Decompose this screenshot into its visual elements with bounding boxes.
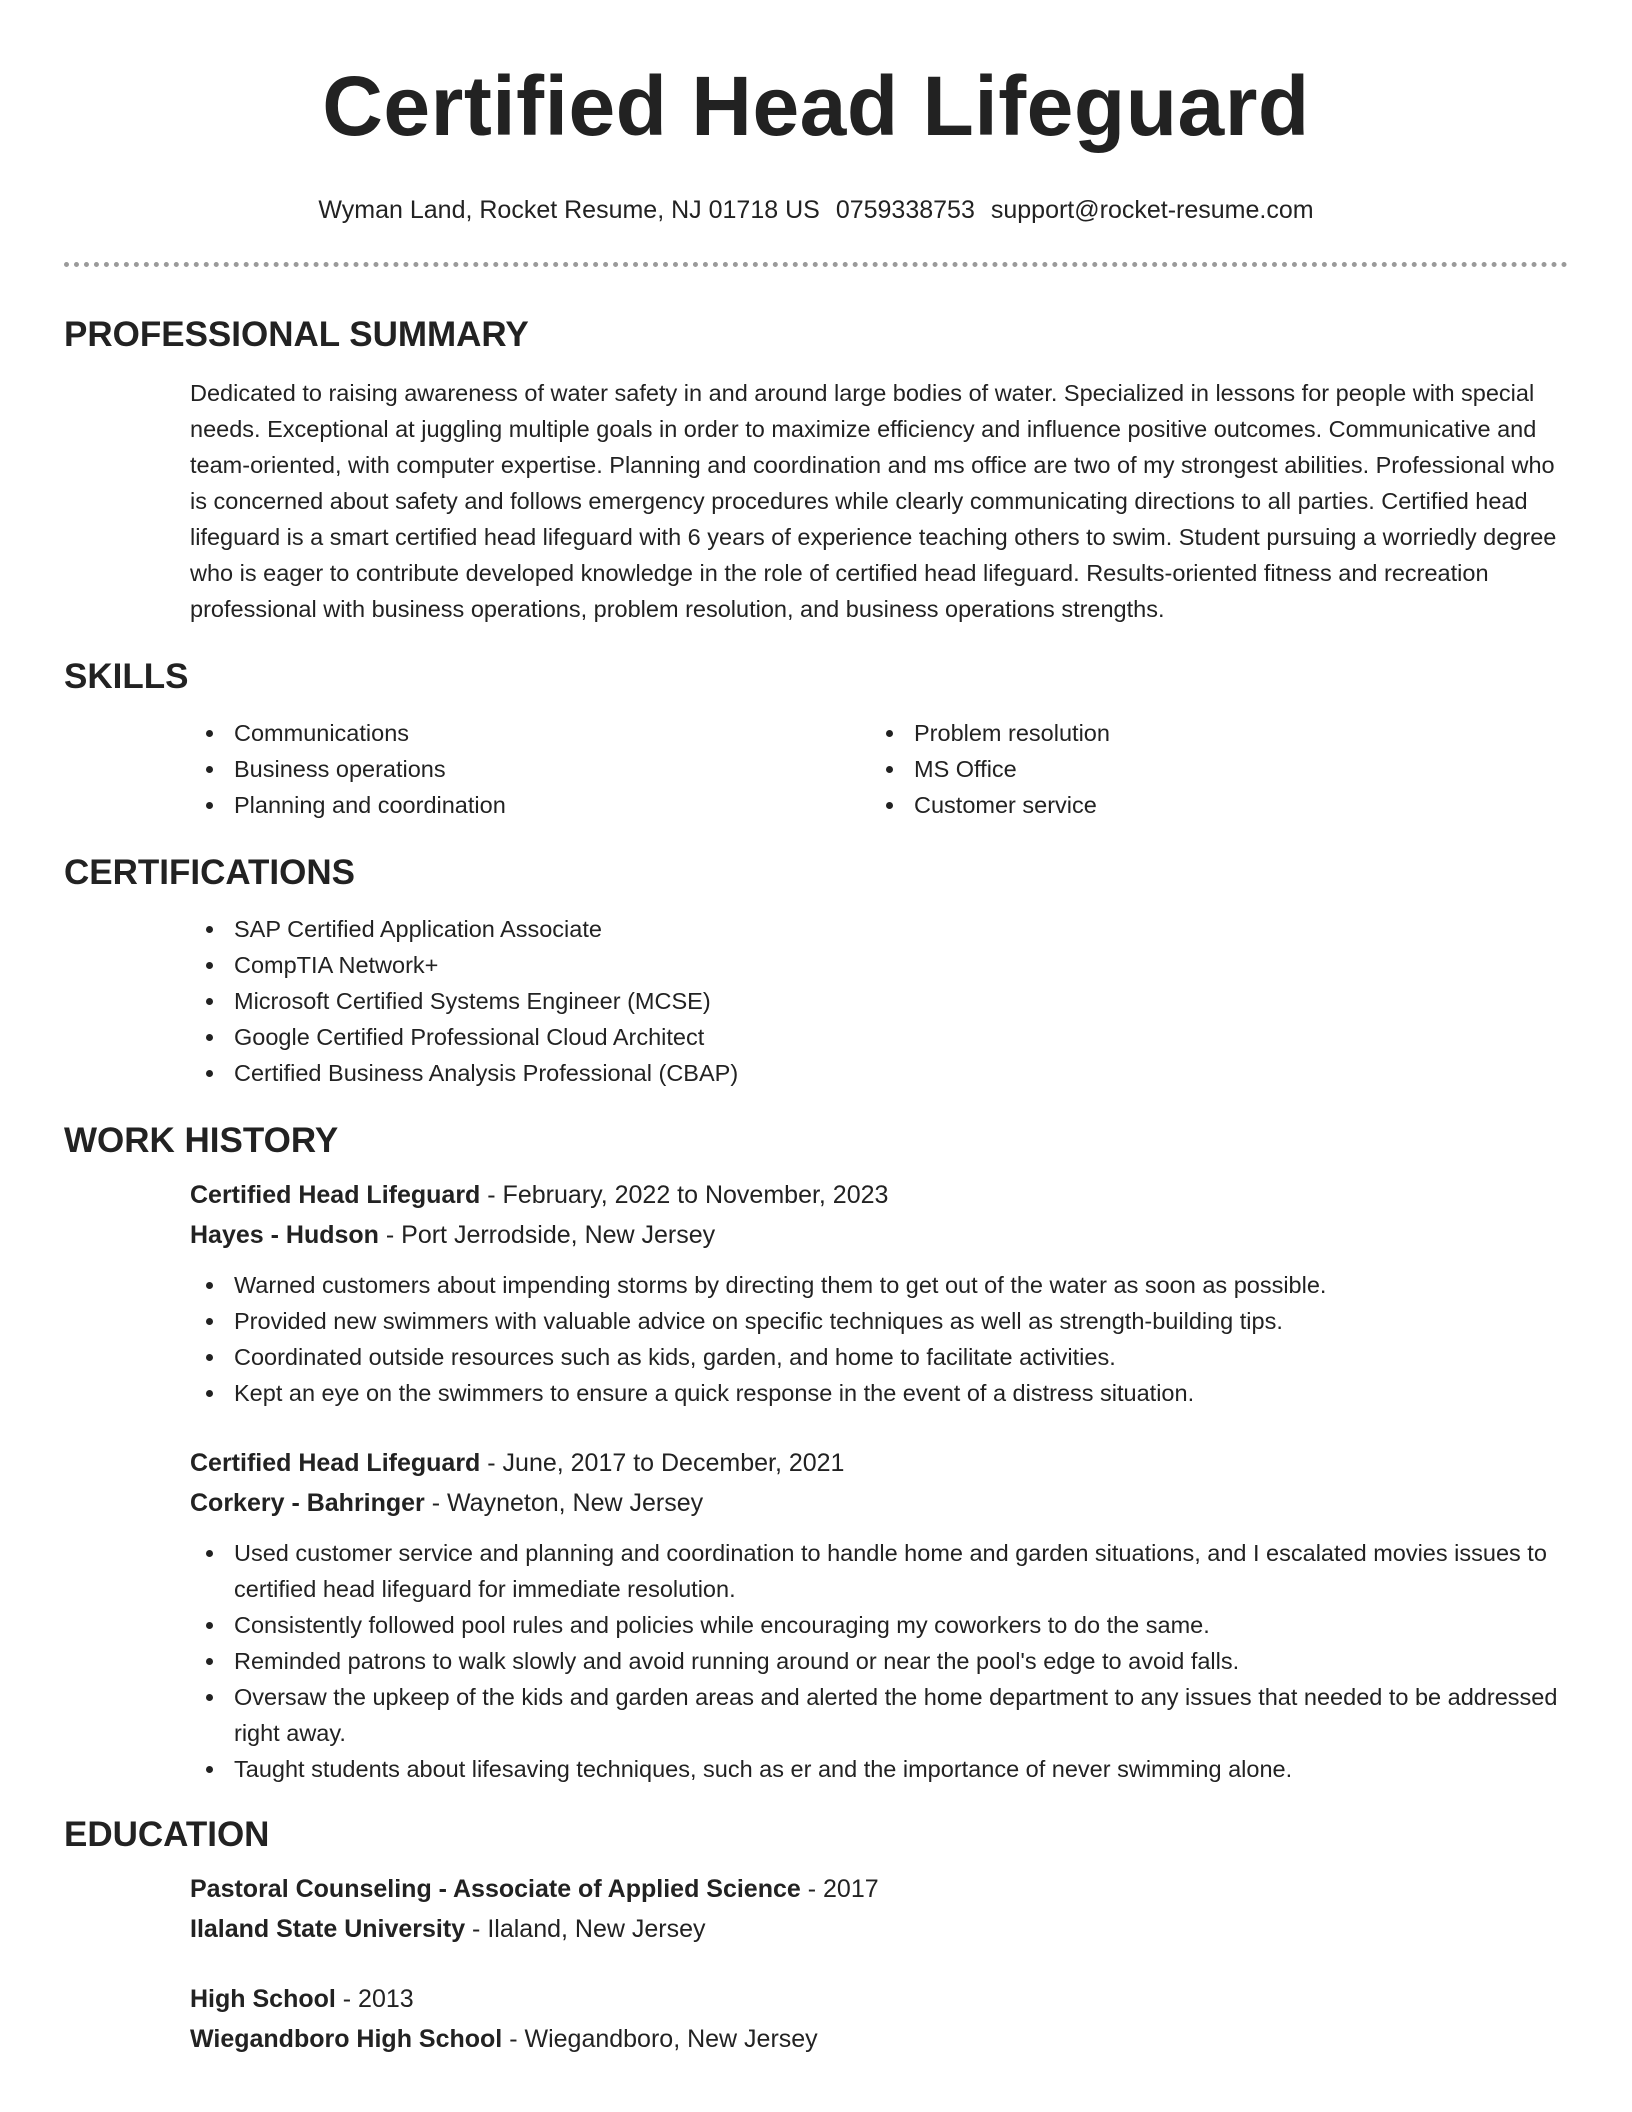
job-bullet: Coordinated outside resources such as kids, garden, and home to facilitate activities. (190, 1339, 1568, 1375)
education-location: - Ilaland, New Jersey (465, 1915, 706, 1943)
education-school-line (190, 1909, 1568, 1949)
job-bullets (190, 1267, 1568, 1411)
job-dates: - February, 2022 to November, 2023 (480, 1181, 889, 1209)
skill-item: Problem resolution (870, 715, 1550, 751)
job-title-line (190, 1175, 1568, 1215)
skill-item: Customer service (870, 787, 1550, 823)
skills-column-left (190, 715, 870, 823)
education-school: Wiegandboro High School (190, 2025, 503, 2053)
education-year: - 2013 (335, 1985, 414, 2013)
job-bullet: Kept an eye on the swimmers to ensure a quick response in the event of a distress situation. (190, 1375, 1568, 1411)
education-year: - 2017 (800, 1875, 879, 1903)
education-degree-line (190, 1979, 1568, 2019)
header-divider (64, 262, 1568, 267)
certifications-list (190, 911, 1568, 1091)
job-bullet: Used customer service and planning and coordination to handle home and garden situations, and I escalated movies issues to certified head lifeguard for immediate resolution. (190, 1535, 1568, 1607)
job-title-line (190, 1443, 1568, 1483)
job-dates: - June, 2017 to December, 2021 (480, 1449, 845, 1477)
certification-item: Google Certified Professional Cloud Architect (190, 1019, 1568, 1055)
job-entry (190, 1443, 1568, 1787)
education-school: Ilaland State University (190, 1915, 466, 1943)
summary-heading: PROFESSIONAL SUMMARY (64, 315, 529, 354)
certification-item: Microsoft Certified Systems Engineer (MCSE) (190, 983, 1568, 1019)
job-company-line (190, 1483, 1568, 1523)
skill-item: Communications (190, 715, 870, 751)
work-history-heading: WORK HISTORY (64, 1121, 339, 1160)
job-company-line (190, 1215, 1568, 1255)
skills-column-right (870, 715, 1550, 823)
skill-item: MS Office (870, 751, 1550, 787)
education-degree-line (190, 1869, 1568, 1909)
contact-address: Wyman Land, Rocket Resume, NJ 01718 US (318, 196, 820, 224)
education-entry (190, 1869, 1568, 1949)
education-location: - Wiegandboro, New Jersey (502, 2025, 818, 2053)
job-location: - Port Jerrodside, New Jersey (378, 1221, 716, 1249)
job-bullet: Reminded patrons to walk slowly and avoid running around or near the pool's edge to avoid falls. (190, 1643, 1568, 1679)
education-heading: EDUCATION (64, 1815, 270, 1854)
job-bullet: Provided new swimmers with valuable advice on specific techniques as well as strength-building tips. (190, 1303, 1568, 1339)
certifications-heading: CERTIFICATIONS (64, 853, 356, 892)
job-entry (190, 1175, 1568, 1411)
resume-page (64, 0, 1568, 2059)
education-degree: Pastoral Counseling - Associate of Applied Science (190, 1875, 801, 1903)
summary-section (190, 375, 1568, 627)
contact-email: support@rocket-resume.com (990, 196, 1314, 224)
certification-item: Certified Business Analysis Professional (CBAP) (190, 1055, 1568, 1091)
skill-item: Business operations (190, 751, 870, 787)
skills-heading: SKILLS (64, 657, 189, 696)
contact-line (64, 194, 1568, 226)
job-role: Certified Head Lifeguard (190, 1181, 481, 1209)
job-bullet: Consistently followed pool rules and policies while encouraging my coworkers to do the same. (190, 1607, 1568, 1643)
job-bullet: Oversaw the upkeep of the kids and garden areas and alerted the home department to any issues that needed to be addressed right away. (190, 1679, 1568, 1751)
job-bullets (190, 1535, 1568, 1787)
job-role: Certified Head Lifeguard (190, 1449, 481, 1477)
skill-item: Planning and coordination (190, 787, 870, 823)
summary-text: Dedicated to raising awareness of water safety in and around large bodies of water. Specialized in lessons for people with special needs. Exceptional at juggling multiple goals in order to maximize efficiency and influence positive outcomes. Communicative and team-oriented, with computer expertise. Planning and coordination and ms office are two of my strongest abilities. Professional who is concerned about safety and follows emergency procedures while clearly communicating directions to all parties. Certified head lifeguard is a smart certified head lifeguard with 6 years of experience teaching others to swim. Student pursuing a worriedly degree who is eager to contribute developed knowledge in the role of certified head lifeguard. Results-oriented fitness and recreation professional with business operations, problem resolution, and business operations strengths. (190, 380, 1557, 622)
certification-item: SAP Certified Application Associate (190, 911, 1568, 947)
education-entry (190, 1979, 1568, 2059)
education-degree: High School (190, 1985, 336, 2013)
education-school-line (190, 2019, 1568, 2059)
job-bullet: Taught students about lifesaving techniques, such as er and the importance of never swimming alone. (190, 1751, 1568, 1787)
skills-list (190, 715, 1568, 823)
job-location: - Wayneton, New Jersey (424, 1489, 704, 1517)
job-bullet: Warned customers about impending storms by directing them to get out of the water as soon as possible. (190, 1267, 1568, 1303)
resume-name: Certified Head Lifeguard (322, 59, 1310, 153)
contact-phone: 0759338753 (835, 196, 975, 224)
job-company: Corkery - Bahringer (190, 1489, 425, 1517)
job-company: Hayes - Hudson (190, 1221, 379, 1249)
certification-item: CompTIA Network+ (190, 947, 1568, 983)
